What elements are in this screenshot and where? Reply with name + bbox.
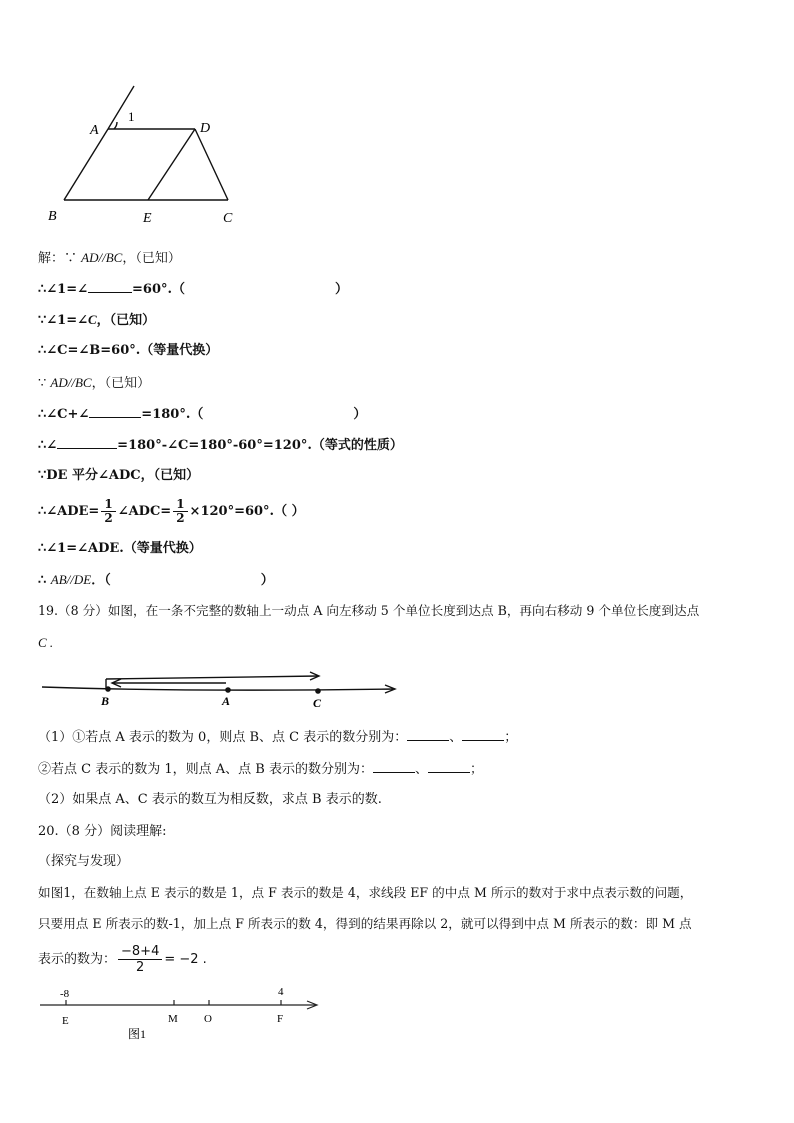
figure-1-number-line <box>38 982 328 1047</box>
proof-line-6 <box>38 405 366 424</box>
q20-paragraph-3 <box>38 942 207 978</box>
proof-line-11 <box>38 571 274 590</box>
answer-blank-b-value[interactable] <box>407 728 449 741</box>
answer-blank-angle-adc[interactable] <box>57 436 117 449</box>
q20-subtitle: （探究与发现） <box>38 854 130 869</box>
answer-blank-b2-value[interactable] <box>428 760 470 773</box>
proof-line-1-pre: 解：∵ <box>38 251 82 266</box>
fraction-half-2 <box>173 498 187 525</box>
parallelogram-figure <box>40 80 260 230</box>
point-label-O: O <box>204 1013 212 1025</box>
q19-line-1: 19.（8 分）如图，在一条不完整的数轴上一动点 A 向左移动 5 个单位长度到达点 B，再向右移动 9 个单位长度到达点 <box>38 603 700 618</box>
proof-line-6-close: ） <box>353 407 367 422</box>
proof-line-9-mid: ∠ADC= <box>117 504 172 519</box>
q19-part-1-sep: 、 <box>449 730 463 745</box>
axis-label-C: C <box>313 696 322 710</box>
proof-line-1 <box>38 249 181 268</box>
q19-part-2 <box>38 760 483 779</box>
q19-part-1-text: （1）①若点 A 表示的数为 0，则点 B、点 C 表示的数分别为： <box>38 730 408 745</box>
midpoint-fraction-den: 2 <box>136 960 145 975</box>
answer-blank-angle-sum[interactable] <box>89 405 141 418</box>
q20-paragraph-3-post: = −2 . <box>164 952 207 967</box>
proof-line-3-math: C <box>88 312 97 327</box>
proof-line-9-pre: ∴∠ADE= <box>38 504 100 519</box>
proof-line-7-pre: ∴∠ <box>38 438 58 453</box>
point-label-E: E <box>62 1015 69 1027</box>
q19-number-line <box>38 668 408 710</box>
fraction-half-1-num: 1 <box>101 498 115 512</box>
label-A: A <box>90 123 99 138</box>
proof-line-2-pre: ∴∠1=∠ <box>38 282 88 297</box>
answer-blank-a-value[interactable] <box>373 760 415 773</box>
proof-line-7 <box>38 436 403 455</box>
proof-line-2-close: ） <box>335 282 349 297</box>
fraction-half-1 <box>101 498 115 525</box>
proof-line-9-post: ×120°=60°.（ ） <box>189 504 305 519</box>
label-one: 1 <box>128 109 135 124</box>
q19-part-2-end: ； <box>469 762 483 777</box>
midpoint-fraction-num: −8+4 <box>118 944 162 960</box>
proof-line-11-math: AB//DE <box>50 572 92 587</box>
proof-line-10: ∴∠1=∠ADE.（等量代换） <box>38 541 202 556</box>
proof-line-5-post: ，（已知） <box>91 376 151 391</box>
q19-part-2-sep: 、 <box>414 762 428 777</box>
axis-label-B: B <box>101 694 110 708</box>
proof-line-1-math: AD//BC <box>81 250 123 265</box>
fraction-half-2-den: 2 <box>176 511 185 525</box>
tick-label-4: 4 <box>278 986 284 998</box>
fraction-half-2-num: 1 <box>173 498 187 512</box>
point-label-M: M <box>168 1013 178 1025</box>
q20-paragraph-1: 如图1，在数轴上点 E 表示的数是 1，点 F 表示的数是 4，求线段 EF 的中点 M 所示的数对于求中点表示数的问题， <box>38 885 693 900</box>
axis-label-A: A <box>222 694 231 708</box>
label-D: D <box>200 121 211 136</box>
proof-line-5-math: AD//BC <box>50 375 92 390</box>
proof-line-5-pre: ∵ <box>38 376 51 391</box>
proof-line-11-close: ） <box>260 573 274 588</box>
proof-line-9 <box>38 495 305 529</box>
proof-line-2-post: =60°.（ <box>132 282 186 297</box>
q19-line-2: C . <box>38 635 54 650</box>
q20-paragraph-3-pre: 表示的数为： <box>38 952 117 967</box>
proof-line-1-post: ，（已知） <box>122 251 181 266</box>
q19-part-2-text: ②若点 C 表示的数为 1，则点 A、点 B 表示的数分别为： <box>38 762 373 777</box>
proof-line-6-post: =180°.（ <box>141 407 204 422</box>
q19-part-1 <box>38 728 517 747</box>
proof-line-8: ∵DE 平分∠ADC，（已知） <box>38 468 200 483</box>
label-B: B <box>48 209 57 224</box>
point-label-F: F <box>277 1013 284 1025</box>
proof-line-5 <box>38 374 150 393</box>
proof-line-3 <box>38 311 155 330</box>
q19-part-1-end: ； <box>504 730 518 745</box>
q19-part-3: （2）如果点 A、C 表示的数互为相反数，求点 B 表示的数. <box>38 792 382 807</box>
proof-line-6-pre: ∴∠C+∠ <box>38 407 90 422</box>
answer-blank-angle[interactable] <box>88 280 132 293</box>
tick-label-minus8: -8 <box>60 988 70 1000</box>
proof-line-11-pre: ∴ <box>38 573 51 588</box>
proof-line-7-post: =180°-∠C=180°-60°=120°.（等式的性质） <box>117 438 403 453</box>
proof-line-2 <box>38 280 348 299</box>
fraction-half-1-den: 2 <box>104 511 113 525</box>
midpoint-fraction <box>118 944 162 975</box>
q20-title: 20.（8 分）阅读理解: <box>38 824 167 839</box>
q20-paragraph-2: 只要用点 E 所表示的数-1，加上点 F 所表示的数 4，得到的结果再除以 2，就可以得到中点 M 所表示的数：即 M 点 <box>38 916 692 931</box>
label-E: E <box>143 211 152 226</box>
proof-line-3-post: ，（已知） <box>96 313 156 328</box>
label-C: C <box>223 211 233 226</box>
answer-blank-c-value[interactable] <box>462 728 504 741</box>
figure-1-caption: 图1 <box>128 1027 147 1041</box>
proof-line-3-pre: ∵∠1=∠ <box>38 313 88 328</box>
proof-line-11-post: ．（ <box>91 573 111 588</box>
proof-line-4: ∴∠C=∠B=60°.（等量代换） <box>38 343 219 358</box>
